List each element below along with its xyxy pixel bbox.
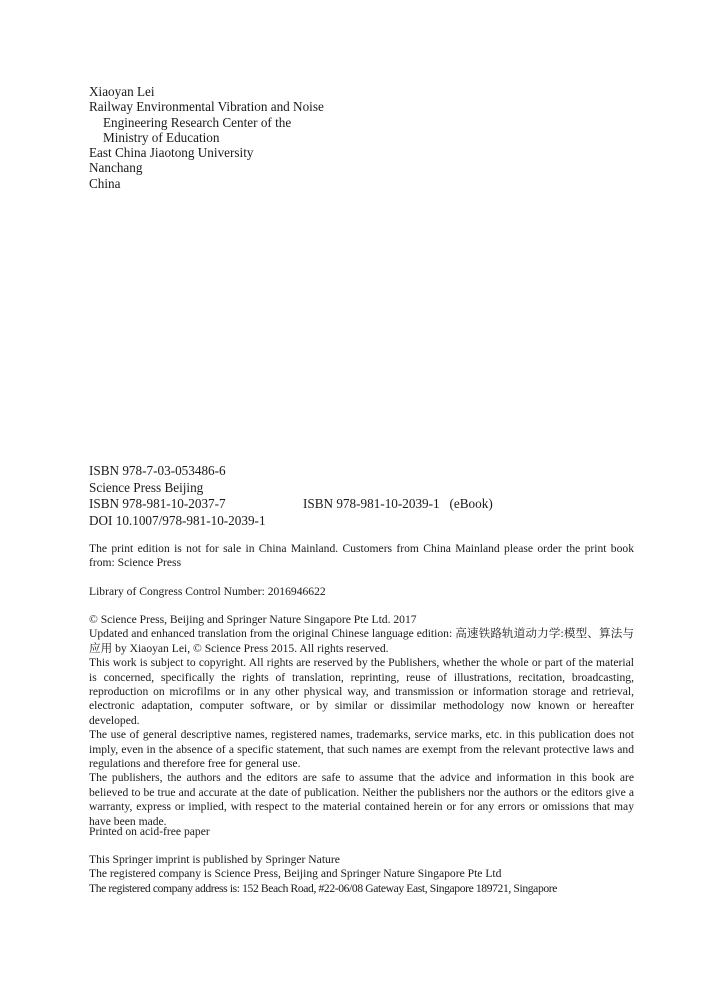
affiliation-line: Ministry of Education [103, 129, 220, 145]
copyright-notice: © Science Press, Beijing and Springer Nature Singapore Pte Ltd. 2017 [89, 613, 417, 626]
affiliation-line: Engineering Research Center of the [103, 114, 292, 130]
translation-note: Updated and enhanced translation from the original Chinese language edition: 高速铁路轨道动力学:模型、算法与应用 by Xiaoyan Lei, © Science Press 2015. All rights reserved. [89, 627, 634, 655]
doi: DOI 10.1007/978-981-10-2039-1 [89, 512, 266, 528]
paper-note: Printed on acid-free paper [89, 825, 210, 838]
sale-notice: The print edition is not for sale in China Mainland. Customers from China Mainland please order the print book from: Science Press [89, 542, 634, 570]
isbn-ebook: ISBN 978-981-10-2039-1 (eBook) [303, 496, 493, 511]
imprint-line: This Springer imprint is published by Springer Nature [89, 853, 340, 866]
imprint-line: The registered company is Science Press, Beijing and Springer Nature Singapore Pte Ltd [89, 867, 502, 881]
city-line: Nanchang [89, 160, 143, 176]
sale-notice-block [89, 542, 634, 571]
paper-note-block [89, 825, 634, 839]
names-paragraph: The use of general descriptive names, registered names, trademarks, service marks, etc. in this publication does not imply, even in the absence of a specific statement, that such names are exempt from the relevant protective laws and regulations and therefore free for general use. [89, 728, 634, 771]
isbn-block [89, 463, 634, 529]
loc-block [89, 585, 634, 599]
isbn-row [89, 496, 634, 513]
copyright-block [89, 613, 634, 829]
isbn-cn-row [89, 463, 634, 480]
affiliation-line: Railway Environmental Vibration and Noise [89, 99, 324, 115]
doi-row [89, 513, 634, 530]
isbn-print: ISBN 978-981-10-2037-7 [89, 496, 226, 511]
author-address [89, 84, 634, 191]
publisher-cn: Science Press Beijing [89, 479, 204, 495]
author-name: Xiaoyan Lei [89, 84, 155, 99]
university-line: East China Jiaotong University [89, 145, 254, 161]
imprint-block [89, 853, 634, 896]
isbn-cn: ISBN 978-7-03-053486-6 [89, 463, 226, 478]
disclaimer-paragraph: The publishers, the authors and the editors are safe to assume that the advice and information in this book are believed to be true and accurate at the date of publication. Neither the publishers nor the authors or the editors give a warranty, express or implied, with respect to the material contained herein or for any errors or omissions that may have been made. [89, 771, 634, 828]
imprint-address: The registered company address is: 152 Beach Road, #22-06/08 Gateway East, Singapore 189721, Singapore [89, 881, 558, 895]
country-line: China [89, 175, 121, 191]
publisher-cn-row [89, 480, 634, 497]
loc-number: Library of Congress Control Number: 2016946622 [89, 585, 326, 598]
rights-paragraph: This work is subject to copyright. All rights are reserved by the Publishers, whether the whole or part of the material is concerned, specifically the rights of translation, reprinting, reuse of illustrations, recitation, broadcasting, reproduction on microfilms or in any other physical way, and transmission or information storage and retrieval, electronic adaptation, computer software, or by similar or dissimilar methodology now known or hereafter developed. [89, 656, 634, 727]
